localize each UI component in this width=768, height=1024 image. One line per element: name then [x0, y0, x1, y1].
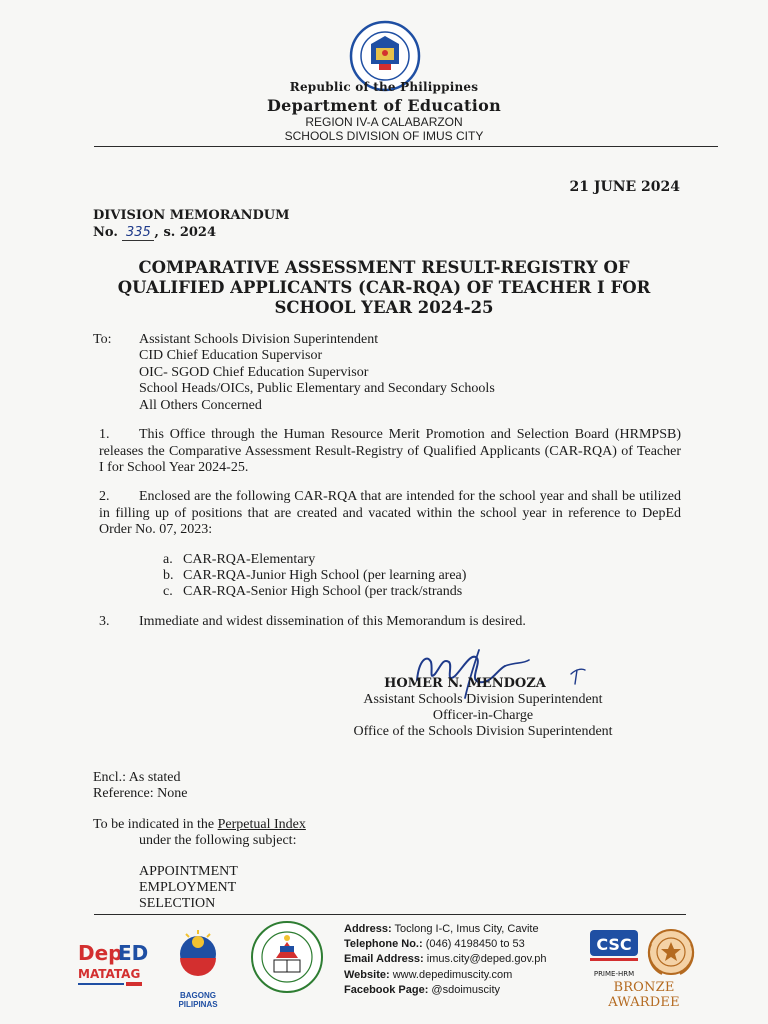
memo-type-label: DIVISION MEMORANDUM: [93, 208, 290, 223]
paragraph-number: 3.: [99, 614, 110, 629]
address-value: Toclong I-C, Imus City, Cavite: [391, 923, 539, 935]
enclosure-text: CAR-RQA-Senior High School (per track/strands: [183, 584, 463, 600]
website-value: www.depedimuscity.com: [389, 968, 513, 981]
deped-matatag-logo-icon: [76, 932, 154, 992]
signatory-name: HOMER N. MENDOZA: [384, 676, 546, 691]
recipient-item: OIC- SGOD Chief Education Supervisor: [139, 364, 369, 380]
paragraph-number: 2.: [99, 489, 110, 504]
recipient-item: Assistant Schools Division Superintendent: [139, 332, 379, 347]
signatory-title: Assistant Schools Division Superintendent: [363, 692, 603, 707]
facebook-value: @sdoimuscity: [428, 983, 501, 996]
memo-number: [93, 225, 216, 241]
phone-line: [344, 937, 547, 952]
division-heading: SCHOOLS DIVISION OF IMUS CITY: [284, 129, 484, 143]
memo-date: 21 JUNE 2024: [569, 179, 680, 195]
paragraph-number: 1.: [99, 427, 110, 442]
enclosure-letter: b.: [163, 568, 174, 584]
subject-item: APPOINTMENT: [139, 864, 238, 879]
recipient-item: School Heads/OICs, Public Elementary and Secondary Schools: [139, 381, 495, 397]
address-line: [344, 922, 547, 937]
facebook-label: Facebook Page:: [344, 983, 429, 996]
recipient-item: All Others Concerned: [139, 397, 262, 413]
header-divider: [94, 146, 718, 147]
perpetual-index-subtext: under the following subject:: [139, 833, 297, 848]
facebook-line: [344, 983, 547, 998]
phone-label: Telephone No.:: [344, 938, 423, 951]
email-line: [344, 952, 547, 967]
website-label: Website:: [344, 968, 390, 981]
phone-value: (046) 4198450 to 53: [422, 938, 525, 951]
department-heading: Department of Education: [266, 96, 502, 115]
memo-title-line: SCHOOL YEAR 2024-25: [274, 298, 494, 317]
bronze-awardee-label: BRONZE AWARDEE: [608, 980, 680, 1010]
bronze-award-medal-icon: [642, 924, 700, 980]
csc-logo-icon: [588, 926, 640, 980]
website-line: [344, 968, 547, 983]
paragraph-1: [99, 427, 681, 477]
subject-item: SELECTION: [139, 896, 216, 911]
svg-text:ED: ED: [118, 941, 149, 965]
memo-title-line: QUALIFIED APPLICANTS (CAR-RQA) OF TEACHER I FOR: [117, 278, 651, 297]
recipient-item: CID Chief Education Supervisor: [139, 348, 323, 364]
enclosure-letter: a.: [163, 552, 173, 567]
contact-block: [344, 922, 547, 998]
enclosure-item: [163, 552, 466, 568]
address-label: Address:: [344, 923, 392, 935]
bagong-pilipinas-logo: [160, 928, 236, 1009]
paragraph-text: This Office through the Human Resource Merit Promotion and Selection Board (HRMPSB) releases the Comparative Assessment Result-Registry of Qualified Applicants (CAR-RQA) of Teacher I for School Year 2024-25.: [99, 427, 681, 475]
paragraph-text: Enclosed are the following CAR-RQA that are intended for the school year and shall be utilized in filling up of positions that are created and vacated within the school year in reference to DepEd Order No. 07, 2023:: [99, 489, 681, 537]
svg-text:MATATAG: MATATAG: [78, 967, 141, 981]
subject-item: EMPLOYMENT: [139, 880, 237, 895]
svg-text:Dep: Dep: [78, 941, 123, 965]
enclosure-item: [163, 568, 466, 584]
enclosure-item: [163, 584, 466, 600]
svg-text:CSC: CSC: [596, 935, 632, 954]
bagong-pilipinas-label: BAGONG PILIPINAS: [178, 991, 218, 1009]
subject-list: [139, 864, 238, 912]
recipient-list: [139, 332, 495, 414]
paragraph-text: Immediate and widest dissemination of this Memorandum is desired.: [139, 614, 526, 629]
email-value: imus.city@deped.gov.ph: [423, 953, 547, 966]
signatory-office: Office of the Schools Division Superintendent: [353, 724, 613, 739]
enclosure-text: CAR-RQA-Elementary: [183, 552, 316, 567]
footer-divider: [94, 914, 686, 915]
to-label: To:: [93, 332, 112, 347]
memo-title: [100, 258, 668, 318]
imus-division-seal-icon: [250, 920, 324, 994]
perpetual-index-link: Perpetual Index: [217, 817, 306, 832]
memo-title-line: COMPARATIVE ASSESSMENT RESULT-REGISTRY OF: [138, 258, 630, 277]
reference-note: Reference: None: [93, 786, 188, 801]
perpetual-index-note: [93, 817, 306, 833]
enclosure-letter: c.: [163, 584, 173, 600]
paragraph-3: [99, 614, 681, 631]
perpetual-prefix: To be indicated in the: [93, 817, 218, 832]
signatory-role: Officer-in-Charge: [432, 708, 534, 723]
region-heading: REGION IV-A CALABARZON: [305, 115, 463, 129]
enclosure-text: CAR-RQA-Junior High School (per learning area): [183, 568, 467, 584]
memo-number-value: 335: [122, 225, 154, 241]
memo-number-suffix: , s. 2024: [154, 225, 216, 240]
paragraph-2: [99, 489, 681, 539]
enclosure-list: [163, 552, 466, 601]
email-label: Email Address:: [344, 953, 424, 966]
republic-heading: Republic of the Philippines: [289, 80, 479, 94]
memo-number-prefix: No.: [93, 225, 118, 240]
svg-text:PRIME-HRM: PRIME-HRM: [593, 970, 635, 978]
bagong-pilipinas-emblem-icon: [160, 928, 236, 986]
enclosure-note: Encl.: As stated: [93, 770, 181, 785]
